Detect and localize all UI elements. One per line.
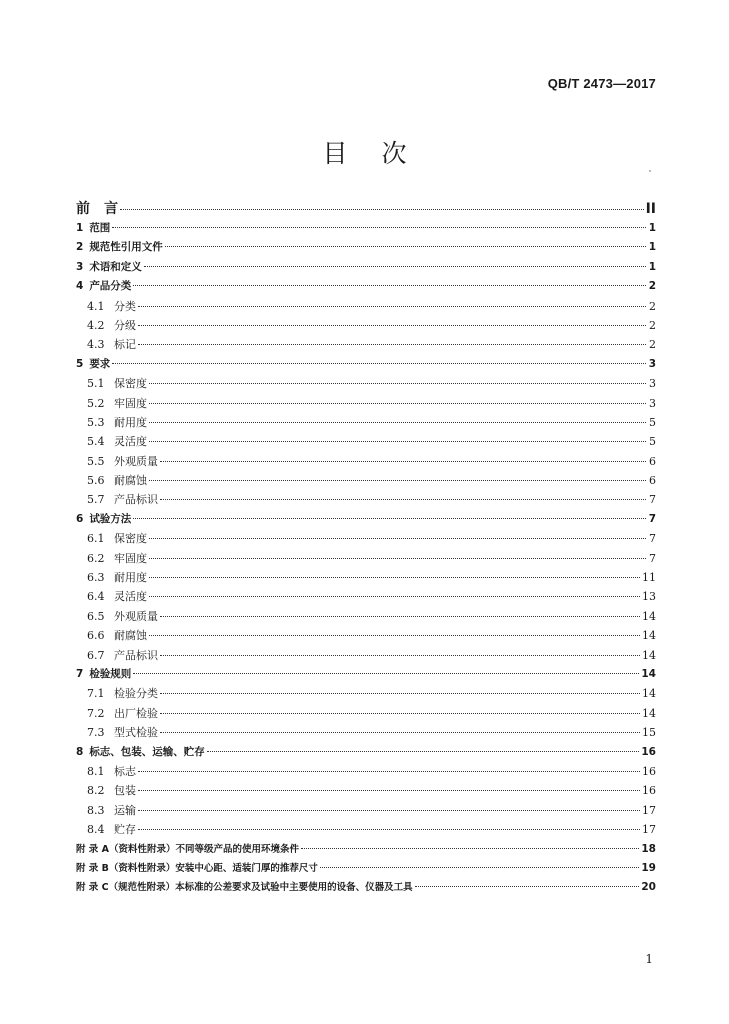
toc-leader-dots [138, 325, 646, 326]
toc-leader-dots [149, 403, 646, 404]
toc-entry-label: 附 录 A（资料性附录）不同等级产品的使用环境条件 [76, 843, 299, 855]
toc-entry-label: 术语和定义 [89, 260, 142, 273]
toc-entry-page: 1 [648, 222, 656, 234]
toc-leader-dots [160, 713, 640, 714]
toc-entry-label: 产品标识 [114, 648, 158, 662]
toc-entry-page: 16 [642, 764, 656, 778]
toc-entry-number: 5.5 [87, 454, 105, 468]
toc-entry[interactable] [76, 356, 656, 375]
toc-entry-number: 4.3 [87, 338, 105, 352]
toc-entry-number: 5.6 [87, 474, 105, 488]
toc-entry-page: 7 [649, 493, 656, 507]
toc-entry-label: 附 录 C（规范性附录）本标准的公差要求及试验中主要使用的设备、仪器及工具 [76, 882, 413, 894]
toc-entry-number: 6.2 [87, 551, 105, 565]
toc-entry-label: 产品标识 [114, 493, 158, 507]
standard-code: QB/T 2473—2017 [547, 76, 656, 91]
toc-entry-label: 贮存 [114, 823, 136, 837]
toc-entry-label: 包装 [114, 784, 136, 798]
toc-entry[interactable] [76, 550, 656, 569]
toc-leader-dots [138, 771, 640, 772]
toc-leader-dots [149, 441, 646, 442]
toc-entry[interactable] [76, 511, 656, 530]
toc-entry-number: 7 [76, 667, 84, 680]
toc-entry[interactable] [76, 336, 656, 355]
toc-entry-page: 2 [648, 280, 656, 293]
toc-entry[interactable] [76, 841, 656, 860]
toc-entry-label: 保密度 [114, 532, 147, 546]
toc-entry-number: 7.3 [87, 726, 105, 740]
toc-leader-dots [149, 635, 640, 636]
toc-entry-number: 4 [76, 280, 84, 293]
toc-entry-page: 7 [649, 532, 656, 546]
toc-entry-page: 15 [642, 726, 656, 740]
toc-entry-label: 标志 [114, 764, 136, 778]
toc-entry-number: 3 [76, 260, 84, 273]
toc-entry-number: 7.1 [87, 687, 105, 701]
toc-entry-number: 6.4 [87, 590, 105, 604]
toc-entry-page: 6 [649, 474, 656, 488]
toc-entry[interactable] [76, 530, 656, 549]
toc-entry[interactable] [76, 608, 656, 627]
toc-leader-dots [160, 499, 646, 500]
toc-leader-dots [415, 886, 640, 887]
toc-leader-dots [149, 558, 646, 559]
toc-entry-number: 6.5 [87, 609, 105, 623]
toc-leader-dots [160, 655, 640, 656]
toc-entry-number: 5.7 [87, 493, 105, 507]
toc-entry-page: 5 [649, 415, 656, 429]
toc-leader-dots [160, 461, 646, 462]
toc-entry-number: 6.7 [87, 648, 105, 662]
toc-entry[interactable] [76, 198, 656, 220]
toc-entry-page: 6 [649, 454, 656, 468]
toc-entry[interactable] [76, 627, 656, 646]
toc-entry-number: 8.2 [87, 784, 105, 798]
toc-entry[interactable] [76, 744, 656, 763]
toc-entry-label: 产品分类 [89, 280, 132, 293]
toc-entry-page: 16 [642, 784, 656, 798]
toc-leader-dots [138, 344, 646, 345]
toc-entry-label: 检验分类 [114, 687, 158, 701]
toc-entry-label: 耐腐蚀 [114, 629, 147, 643]
toc-leader-dots [138, 829, 640, 830]
toc-entry[interactable] [76, 724, 656, 743]
toc-entry-page: 2 [649, 338, 656, 352]
toc-entry[interactable] [76, 685, 656, 704]
toc-entry-number: 5.2 [87, 396, 105, 410]
toc-entry[interactable] [76, 879, 656, 898]
toc-entry[interactable] [76, 782, 656, 801]
toc-leader-dots [120, 209, 644, 210]
toc-entry-label: 范围 [89, 222, 111, 234]
toc-entry-label: 型式检验 [114, 726, 158, 740]
toc-entry[interactable] [76, 705, 656, 724]
toc-entry[interactable] [76, 433, 656, 452]
toc-entry[interactable] [76, 860, 656, 879]
toc-entry[interactable] [76, 220, 656, 239]
scan-speck [649, 170, 651, 172]
toc-entry-label: 耐腐蚀 [114, 474, 147, 488]
toc-entry-page: 11 [642, 571, 656, 585]
toc-entry-number: 2 [76, 241, 84, 254]
toc-entry[interactable] [76, 453, 656, 472]
toc-leader-dots [149, 577, 640, 578]
toc-entry-label: 耐用度 [114, 415, 147, 429]
toc-entry-label: 运输 [114, 803, 136, 817]
toc-entry-page: 18 [641, 842, 656, 855]
toc-entry-page: 19 [641, 861, 656, 874]
toc-entry-page: 14 [641, 667, 656, 680]
toc-entry-page: 17 [642, 803, 656, 817]
page-title: 目次 [322, 139, 441, 168]
toc-entry[interactable] [76, 239, 656, 258]
toc-entry-label: 灵活度 [114, 435, 147, 449]
toc-entry-number: 4.1 [87, 299, 105, 313]
toc-leader-dots [133, 673, 639, 674]
toc-entry-number: 6.3 [87, 571, 105, 585]
toc-leader-dots [149, 480, 646, 481]
toc-leader-dots [160, 693, 640, 694]
toc-entry-page: II [645, 201, 656, 217]
toc-entry[interactable] [76, 588, 656, 607]
toc-entry-label: 检验规则 [89, 667, 132, 680]
toc-entry-label: 出厂检验 [114, 706, 158, 720]
toc-entry-page: 7 [648, 512, 656, 525]
toc-entry-label: 灵活度 [114, 590, 147, 604]
toc-entry[interactable] [76, 666, 656, 685]
toc-entry[interactable] [76, 472, 656, 491]
toc-entry[interactable] [76, 259, 656, 278]
toc-entry[interactable] [76, 298, 656, 317]
toc-leader-dots [165, 246, 646, 247]
toc-leader-dots [149, 383, 646, 384]
toc-entry-page: 13 [642, 590, 656, 604]
toc-entry-number: 8 [76, 745, 84, 758]
toc-entry-label: 前 言 [76, 201, 118, 217]
toc-entry-page: 2 [649, 318, 656, 332]
toc-entry-page: 2 [649, 299, 656, 313]
toc-entry-label: 标记 [114, 338, 136, 352]
toc-entry-page: 1 [648, 241, 656, 254]
toc-entry-page: 3 [649, 396, 656, 410]
toc-entry-label: 分级 [114, 318, 136, 332]
toc-leader-dots [160, 732, 640, 733]
toc-entry-page: 14 [642, 706, 656, 720]
toc-entry-number: 1 [76, 222, 84, 234]
toc-entry-page: 3 [648, 357, 656, 370]
toc-entry-number: 4.2 [87, 318, 105, 332]
toc-leader-dots [133, 518, 646, 519]
toc-entry[interactable] [76, 317, 656, 336]
toc-entry-label: 标志、包装、运输、贮存 [89, 745, 205, 758]
table-of-contents [76, 198, 656, 899]
toc-leader-dots [149, 538, 646, 539]
toc-entry-label: 耐用度 [114, 571, 147, 585]
toc-entry-page: 14 [642, 609, 656, 623]
toc-entry-label: 外观质量 [114, 609, 158, 623]
toc-entry-page: 14 [642, 687, 656, 701]
toc-entry[interactable] [76, 414, 656, 433]
toc-leader-dots [207, 751, 640, 752]
toc-entry-label: 牢固度 [114, 551, 147, 565]
toc-entry[interactable] [76, 821, 656, 840]
toc-entry-number: 8.4 [87, 823, 105, 837]
toc-leader-dots [149, 422, 646, 423]
toc-entry-number: 5 [76, 357, 84, 370]
toc-entry-number: 6.6 [87, 629, 105, 643]
toc-entry-page: 5 [649, 435, 656, 449]
toc-entry-number: 7.2 [87, 706, 105, 720]
toc-entry-page: 14 [642, 629, 656, 643]
toc-entry[interactable] [76, 763, 656, 782]
toc-entry-page: 7 [649, 551, 656, 565]
toc-leader-dots [133, 285, 646, 286]
toc-entry[interactable] [76, 375, 656, 394]
toc-leader-dots [138, 306, 646, 307]
toc-leader-dots [149, 596, 640, 597]
toc-entry-page: 20 [641, 881, 656, 894]
toc-entry-page: 17 [642, 823, 656, 837]
toc-entry-label: 要求 [89, 357, 111, 370]
toc-entry-label: 附 录 B（资料性附录）安装中心距、适装门厚的推荐尺寸 [76, 862, 318, 874]
toc-leader-dots [138, 790, 640, 791]
toc-entry-label: 保密度 [114, 377, 147, 391]
toc-entry-number: 6.1 [87, 532, 105, 546]
toc-entry-number: 5.1 [87, 377, 105, 391]
toc-entry-number: 8.3 [87, 803, 105, 817]
toc-entry-page: 14 [642, 648, 656, 662]
toc-entry-label: 外观质量 [114, 454, 158, 468]
toc-leader-dots [138, 810, 640, 811]
footer-page-number: 1 [645, 952, 653, 966]
toc-leader-dots [160, 616, 640, 617]
toc-entry-number: 6 [76, 512, 84, 525]
toc-entry-number: 8.1 [87, 764, 105, 778]
toc-entry[interactable] [76, 647, 656, 666]
toc-leader-dots [301, 848, 639, 849]
toc-entry[interactable] [76, 491, 656, 510]
toc-leader-dots [144, 266, 646, 267]
toc-entry-page: 1 [648, 260, 656, 273]
toc-entry[interactable] [76, 569, 656, 588]
toc-entry-number: 5.4 [87, 435, 105, 449]
toc-leader-dots [112, 227, 646, 228]
toc-entry-label: 规范性引用文件 [89, 241, 163, 254]
toc-entry[interactable] [76, 802, 656, 821]
toc-entry[interactable] [76, 278, 656, 297]
toc-leader-dots [112, 363, 646, 364]
toc-entry-label: 试验方法 [89, 512, 132, 525]
toc-entry-label: 牢固度 [114, 396, 147, 410]
toc-entry[interactable] [76, 395, 656, 414]
toc-leader-dots [320, 867, 640, 868]
toc-entry-page: 16 [641, 745, 656, 758]
toc-entry-page: 3 [649, 377, 656, 391]
toc-entry-number: 5.3 [87, 415, 105, 429]
toc-entry-label: 分类 [114, 299, 136, 313]
